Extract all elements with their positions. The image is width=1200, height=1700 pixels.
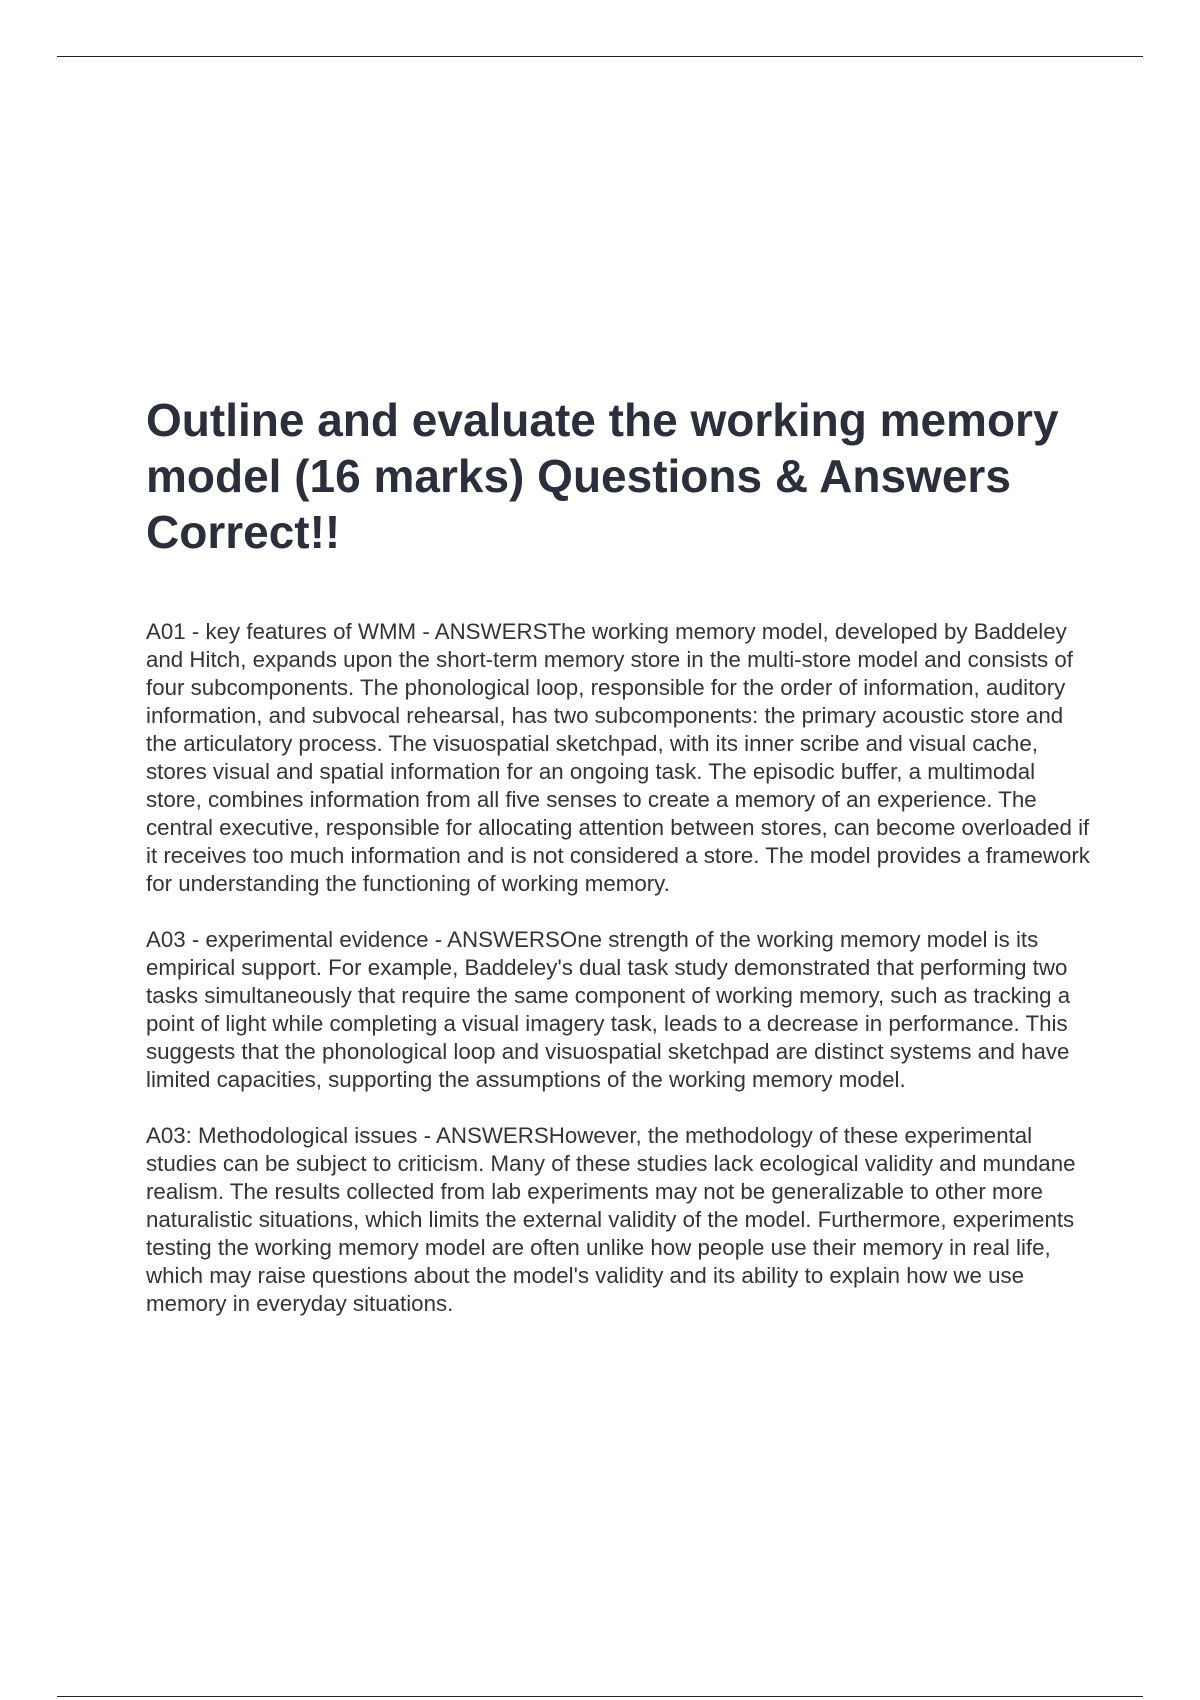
qa-item-methodological-issues: A03: Methodological issues - ANSWERSHowever, the methodology of these experimental studies can be subject to criticism. Many of these studies lack ecological validity and mundane realism. The results collected from lab experiments may not be generalizable to other more naturalistic situations, which limits the external validity of the model. Furthermore, experiments testing the working memory model are often unlike how people use their memory in real life, which may raise questions about the model's validity and its ability to explain how we use memory in everyday situations. — [146, 1123, 1076, 1316]
qa-item-experimental-evidence: A03 - experimental evidence - ANSWERSOne strength of the working memory model is its empirical support. For example, Baddeley's dual task study demonstrated that performing two tasks simultaneously that require the same component of working memory, such as tracking a point of light while completing a visual imagery task, leads to a decrease in performance. This suggests that the phonological loop and visuospatial sketchpad are distinct systems and have limited capacities, supporting the assumptions of the working memory model. — [146, 927, 1071, 1092]
qa-list — [146, 618, 1096, 1318]
top-divider — [57, 56, 1143, 57]
document-body — [146, 392, 1096, 1346]
bottom-divider — [57, 1696, 1143, 1697]
qa-item-key-features: A01 - key features of WMM - ANSWERSThe working memory model, developed by Baddeley and Hitch, expands upon the short-term memory store in the multi-store model and consists of four subcomponents. The phonological loop, responsible for the order of information, auditory information, and subvocal rehearsal, has two subcomponents: the primary acoustic store and the articulatory process. The visuospatial sketchpad, with its inner scribe and visual cache, stores visual and spatial information for an ongoing task. The episodic buffer, a multimodal store, combines information from all five senses to create a memory of an experience. The central executive, responsible for allocating attention between stores, can become overloaded if it receives too much information and is not considered a store. The model provides a framework for understanding the functioning of working memory. — [146, 619, 1090, 896]
document-title: Outline and evaluate the working memory model (16 marks) Questions & Answers Correct!! — [146, 394, 1059, 558]
